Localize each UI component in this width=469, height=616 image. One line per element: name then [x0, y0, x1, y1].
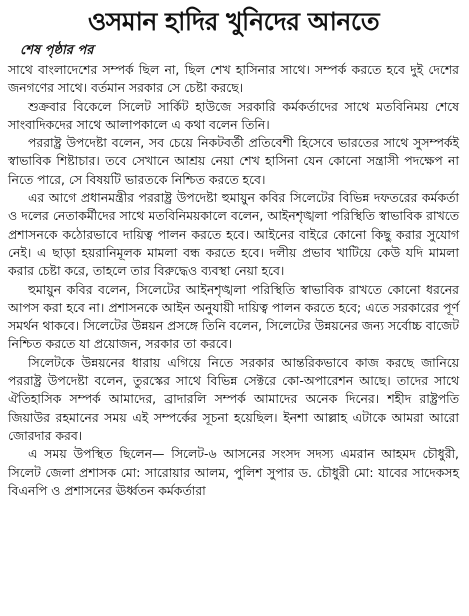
paragraph: এর আগে প্রধানমন্ত্রীর পররাষ্ট্র উপদেষ্টা হুমায়ুন কবির সিলেটের বিভিন্ন দফতরের কর্মকর্তা ও দলের নেতাকর্মীদের সাথে মতবিনিময়কালে বলেন, আইনশৃঙ্খলা পরিস্থিতি স্বাভাবিক রাখতে প্রশাসনকে কঠোরভাবে দায়িত্ব পালন করতে হবে। আইনের বাইরে কোনো কিছু করার সুযোগ নেই। এ ছাড়া হয়রানিমূলক মামলা বন্ধ করতে হবে। দলীয় প্রভাব খাটিয়ে কেউ যদি মামলা করার চেষ্টা করে, তাহলে তার বিরুদ্ধেও ব্যবস্থা নেয়া হবে।: [8, 190, 459, 279]
paragraph: শুক্রবার বিকেলে সিলেট সার্কিট হাউজে সরকারি কর্মকর্তাদের সাথে মতবিনিময় শেষে সাংবাদিকদের সাথে আলাপকালে এ কথা বলেন তিনি।: [8, 98, 459, 132]
continued-label: শেষ পৃষ্ঠার পর: [20, 43, 94, 58]
article-body: [8, 61, 459, 500]
paragraph: সিলেটকে উন্নয়নের ধারায় এগিয়ে নিতে সরকার আন্তরিকভাবে কাজ করছে জানিয়ে পররাষ্ট্র উপদেষ্টা বলেন, তুরস্কের সাথে বিভিন্ন সেক্টরে কো-অপারেশন আছে। তাদের সাথে ঐতিহাসিক সম্পর্ক আমাদের, ব্রাদারলি সম্পর্ক আমাদের অনেক দিনের। শহীদ রাষ্ট্রপতি জিয়াউর রহমানের সময় এই সম্পর্কের সূচনা হয়েছিল। ইনশা আল্লাহ এটাকে আমরা আরো জোরদার করব।: [8, 354, 459, 443]
paragraph: হুমায়ুন কবির বলেন, সিলেটের আইনশৃঙ্খলা পরিস্থিতি স্বাভাবিক রাখতে কোনো ধরনের আপস করা হবে না। প্রশাসনকে আইন অনুযায়ী দায়িত্ব পালন করতে হবে; এতে সরকারের পূর্ণ সমর্থন থাকবে। সিলেটের উন্নয়ন প্রসঙ্গে তিনি বলেন, সিলেটের উন্নয়নের জন্য সর্বোচ্চ বাজেট নিশ্চিত করতে যা প্রয়োজন, সরকার তা করবে।: [8, 281, 459, 352]
paragraph: এ সময় উপস্থিত ছিলেন— সিলেট-৬ আসনের সংসদ সদস্য এমরান আহমদ চৌধুরী, সিলেট জেলা প্রশাসক মো: সারোয়ার আলম, পুলিশ সুপার ড. চৌধুরী মো: যাবের সাদেকসহ বিএনপি ও প্রশাসনের ঊর্ধ্বতন কর্মকর্তারা: [8, 446, 459, 498]
paragraph: পররাষ্ট্র উপদেষ্টা বলেন, সব চেয়ে নিকটবর্তী প্রতিবেশী হিসেবে ভারতের সাথে সুসম্পর্কই স্বাভাবিক শিষ্টাচার। তবে সেখানে আশ্রয় নেয়া শেখ হাসিনা যেন কোনো সন্ত্রাসী পদক্ষেপ না নিতে পারে, সে বিষয়টি ভারতকে নিশ্চিত করতে হবে।: [8, 135, 459, 187]
headline: ওসমান হাদির খুনিদের আনতে: [87, 7, 380, 36]
paragraph: সাথে বাংলাদেশের সম্পর্ক ছিল না, ছিল শেখ হাসিনার সাথে। সম্পর্ক করতে হবে দুই দেশের জনগণের সাথে। বর্তমান সরকার সে চেষ্টা করছে।: [8, 62, 459, 96]
